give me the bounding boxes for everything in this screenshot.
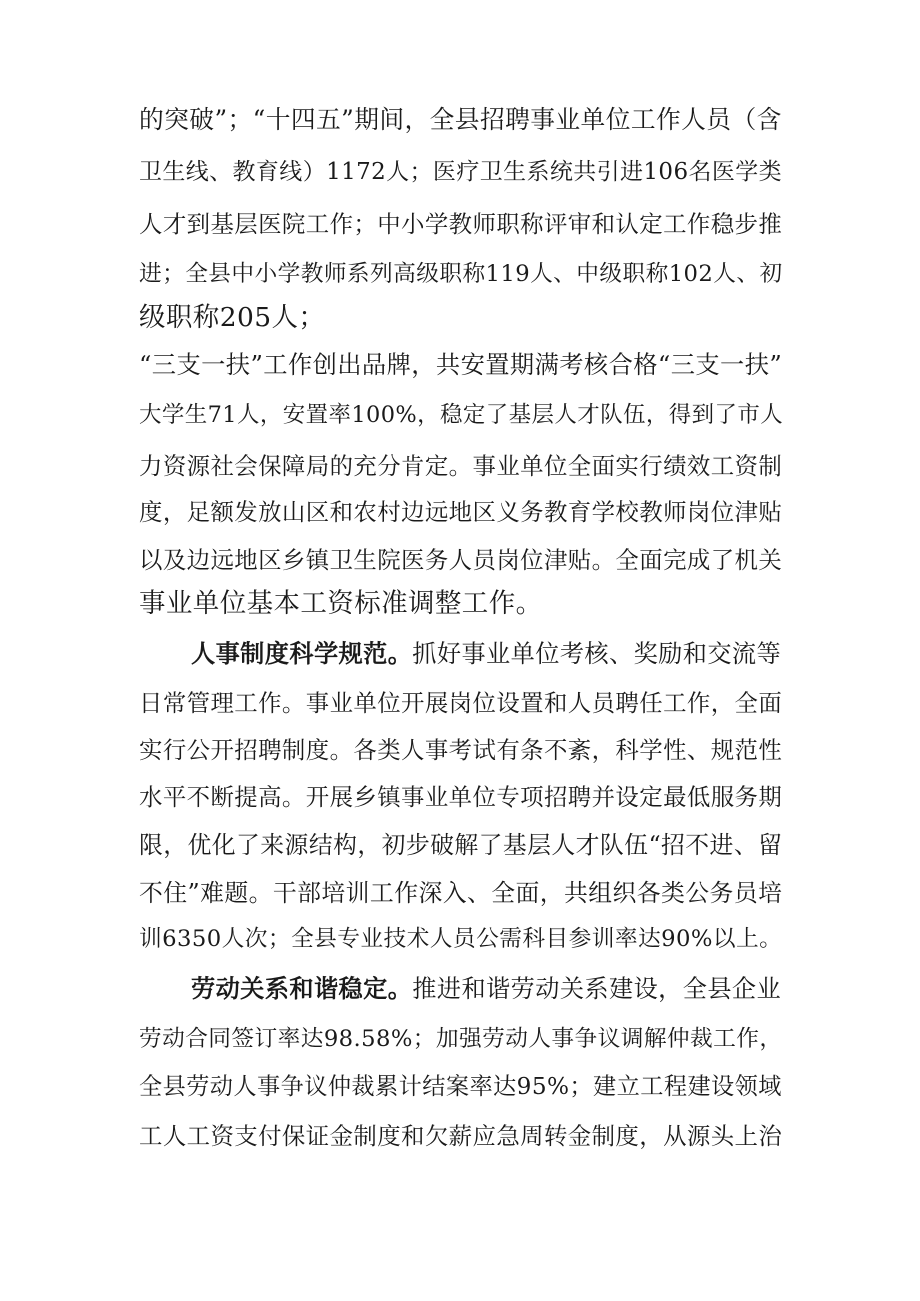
text-line: 人才到基层医院工作；中小学教师职称评审和认定工作稳步推 <box>139 210 783 238</box>
text-line: 的突破”；“十四五”期间，全县招聘事业单位工作人员（含 <box>139 105 782 134</box>
text-line: 事业单位基本工资标准调整工作。 <box>139 588 543 619</box>
text-line: 实行公开招聘制度。各类人事考试有条不紊，科学性、规范性 <box>139 736 783 764</box>
text-line: 进；全县中小学教师系列高级职称119人、中级职称102人、初 <box>139 261 783 287</box>
text-line: 劳动合同签订率达98.58%；加强劳动人事争议调解仲裁工作， <box>139 1026 783 1052</box>
section-heading-personnel: 人事制度科学规范。 <box>191 639 413 668</box>
text-line: “三支一扶”工作创出品牌，共安置期满考核合格“三支一扶” <box>139 350 783 379</box>
text-line: 力资源社会保障局的充分肯定。事业单位全面实行绩效工资制 <box>139 452 783 480</box>
text-line: 级职称205人； <box>139 302 326 333</box>
section-labor-first-line <box>191 969 781 1009</box>
text-line: 训6350人次；全县专业技术人员公需科目参训率达90%以上。 <box>139 926 783 952</box>
section-personnel-first-line <box>191 634 781 674</box>
text-line: 限，优化了来源结构，初步破解了基层人才队伍“招不进、留 <box>139 831 783 859</box>
text-line: 大学生71人，安置率100%，稳定了基层人才队伍，得到了市人 <box>139 402 784 428</box>
text-line: 以及边远地区乡镇卫生院医务人员岗位津贴。全面完成了机关 <box>139 546 783 574</box>
text-line: 日常管理工作。事业单位开展岗位设置和人员聘任工作，全面 <box>139 689 783 717</box>
section-text: 抓好事业单位考核、奖励和交流等 <box>412 640 782 668</box>
text-line: 卫生线、教育线）1172人；医疗卫生系统共引进106名医学类 <box>139 159 783 185</box>
section-text: 推进和谐劳动关系建设，全县企业 <box>412 975 782 1003</box>
text-line: 水平不断提高。开展乡镇事业单位专项招聘并设定最低服务期 <box>139 783 783 811</box>
text-line: 不住”难题。干部培训工作深入、全面，共组织各类公务员培 <box>139 879 783 907</box>
text-line: 全县劳动人事争议仲裁累计结案率达95%；建立工程建设领域 <box>139 1073 782 1100</box>
section-heading-labor: 劳动关系和谐稳定。 <box>191 974 413 1003</box>
text-line: 工人工资支付保证金制度和欠薪应急周转金制度，从源头上治 <box>139 1122 783 1150</box>
text-line: 度，足额发放山区和农村边远地区义务教育学校教师岗位津贴 <box>139 498 783 526</box>
